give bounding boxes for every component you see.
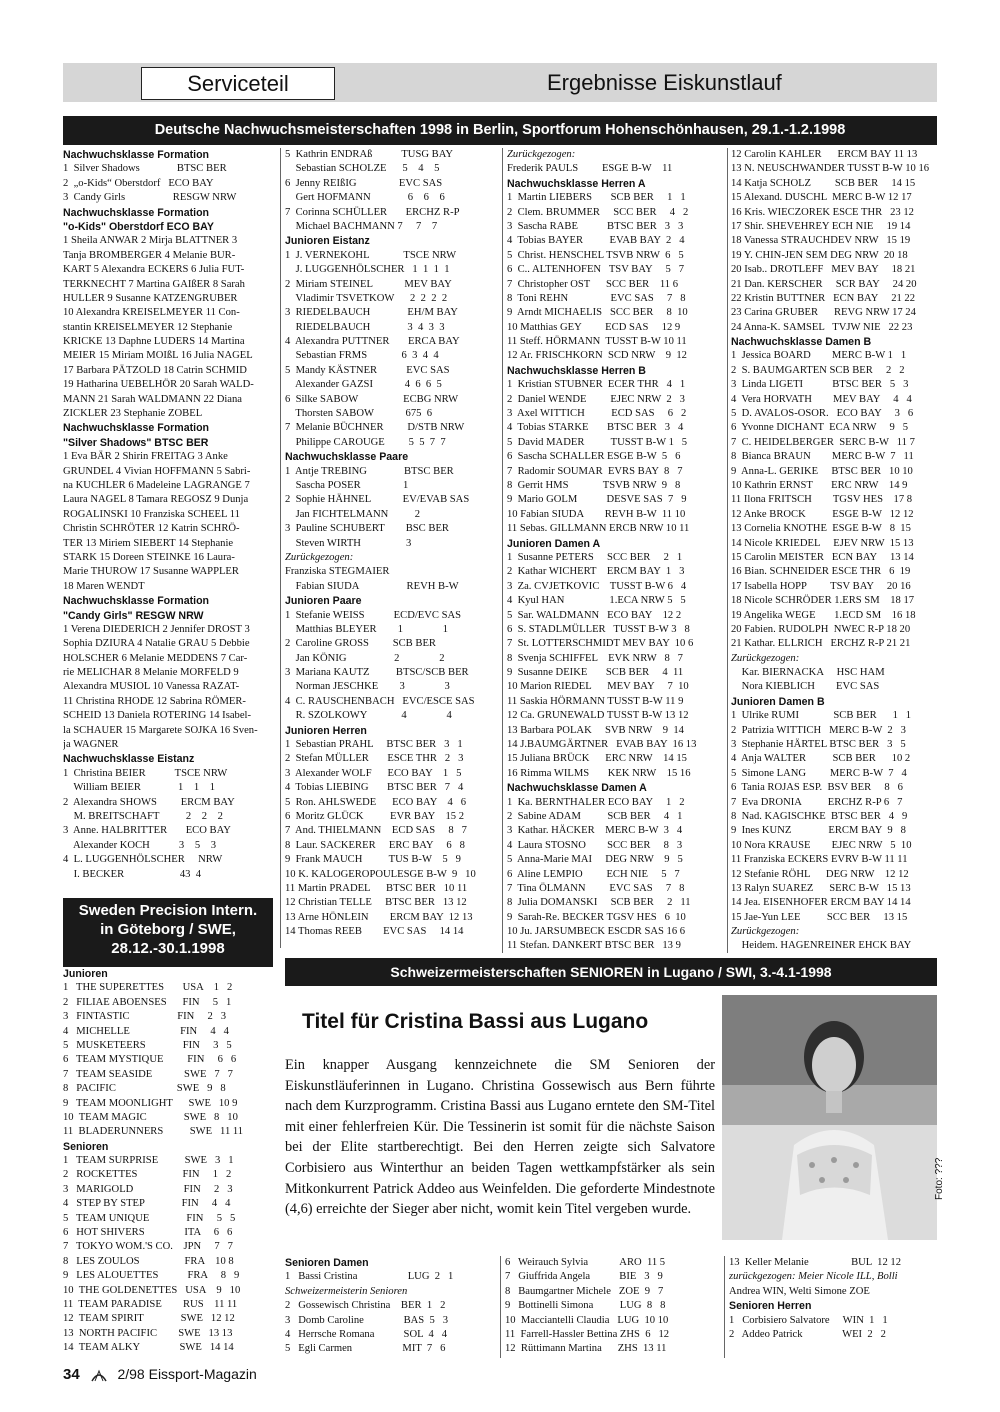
result-line: 13 Barbara POLAK SVB NRW 9 14	[507, 724, 684, 736]
result-line: 1 Corbisiero Salvatore WIN 1 1	[729, 1314, 888, 1326]
result-line: 11 Christina RHODE 12 Sabrina RÖMER-	[63, 695, 246, 707]
result-line: 3 Anne. HALBRITTER ECO BAY	[63, 825, 231, 837]
result-line: 3 Sascha RABE BTSC BER 3 3	[507, 220, 684, 232]
result-line: Franziska STEGMAIER	[285, 566, 390, 578]
result-line: 6 Silke SABOW ECBG NRW	[285, 393, 459, 405]
result-line: 9 Ines KUNZ ERCM BAY 9 8	[731, 825, 906, 837]
result-line: Marie THUROW 17 Susanne WAPPLER	[63, 566, 239, 578]
result-line: Alexandra MUSIOL 10 Vanessa RAZAT-	[63, 681, 240, 693]
result-line: 12 Christian TELLE BTSC BER 13 12	[285, 897, 467, 909]
result-line: 10 TEAM MAGIC SWE 8 10	[63, 1111, 238, 1123]
category-heading: Nachwuchsklasse Paare	[285, 451, 409, 464]
result-line: 5 Simone LANG MERC B-W 7 4	[731, 767, 907, 779]
result-line: 11 Ilona FRITSCH TGSV HES 17 8	[731, 494, 913, 506]
result-line: Sascha POSER 1	[285, 479, 409, 491]
result-line: HOLSCHER 6 Melanie MEDDENS 7 Car-	[63, 652, 248, 664]
result-line: 3 MARIGOLD FIN 2 3	[63, 1183, 233, 1195]
sweden-banner-line: Sweden Precision Intern.	[78, 902, 258, 919]
section-header-band	[63, 63, 937, 102]
result-line: 7 Melanie BÜCHNER D/STB NRW	[285, 422, 465, 434]
result-line: 10 Fabian SIUDA REVH B-W 11 10	[507, 508, 686, 520]
result-line: 8 PACIFIC SWE 9 8	[63, 1083, 226, 1095]
result-line: 8 LES ZOULOS FRA 10 8	[63, 1255, 234, 1267]
category-heading: Junioren	[63, 968, 108, 980]
result-line: 4 Alexandra PUTTNER ERCA BAY	[285, 336, 460, 348]
result-line: MANN 21 Sarah WALDMANN 22 Diana	[63, 393, 242, 405]
result-line: 9 Frank MAUCH TUS B-W 5 9	[285, 854, 461, 866]
result-line: 3 Candy Girls RESGW NRW	[63, 192, 237, 204]
result-line: 6 HOT SHIVERS ITA 6 6	[63, 1227, 233, 1239]
result-line: Heidem. HAGENREINER EHCK BAY	[731, 940, 912, 952]
result-line: 8 Julia DOMANSKI SCB BER 2 11	[507, 897, 691, 909]
result-line: 4 MICHELLE FIN 4 4	[63, 1025, 229, 1037]
result-line: 9 Arndt MICHAELIS SCC BER 8 10	[507, 307, 688, 319]
result-line: 18 Nicole SCHRÖDER 1.ERS SM 18 17	[731, 595, 915, 607]
result-line: 19 Y. CHIN-JEN SEM DEG NRW 20 18	[731, 249, 908, 261]
result-line: 10 K. KALOGEROPOULESGE B-W 9 10	[285, 868, 476, 880]
result-line: 8 Toni REHN EVC SAS 7 8	[507, 292, 686, 304]
result-line: 1 Jessica BOARD MERC B-W 1 1	[731, 350, 907, 362]
result-line: 10 Macciantelli Claudia LUG 10 10	[505, 1314, 669, 1326]
result-line: 15 Juliana BRÜCK ERC NRW 14 15	[507, 753, 687, 765]
result-line: 10 Marion RIEDEL MEV BAY 7 10	[507, 681, 689, 693]
result-line: 10 Matthias GEY ECD SAS 12 9	[507, 321, 681, 333]
photo-credit: Foto: ???	[934, 1157, 945, 1200]
result-line: Andrea WIN, Welti Simone ZOE	[729, 1285, 870, 1297]
result-line: 6 C.. ALTENHOFEN TSV BAY 5 7	[507, 264, 685, 276]
result-line: 9 Anna-L. GERIKE BTSC BER 10 10	[731, 465, 913, 477]
result-line: 12 Stefanie RÖHL DEG NRW 12 12	[731, 868, 909, 880]
result-line: 1 Sheila ANWAR 2 Mirja BLATTNER 3	[63, 235, 238, 247]
result-line: Schweizermeisterin Senioren	[285, 1285, 408, 1297]
result-line: 6 Jenny REIßIG EVC SAS	[285, 177, 443, 189]
result-line: KART 5 Alexandra ECKERS 6 Julia FUT-	[63, 264, 245, 276]
page-number: 34	[63, 1366, 80, 1383]
category-heading: Junioren Herren	[285, 724, 367, 737]
category-heading: "o-Kids" Oberstdorf ECO BAY	[63, 220, 214, 233]
category-heading: Nachwuchsklasse Formation	[63, 206, 210, 219]
results-column-2	[285, 148, 497, 939]
result-line: 11 Martin PRADEL BTSC BER 10 11	[285, 882, 468, 894]
result-line: 11 Farrell-Hassler Bettina ZHS 6 12	[505, 1328, 670, 1340]
result-line: 2 Sabine ADAM SCB BER 4 1	[507, 810, 683, 822]
result-line: Jan KÖNIG 2 2	[285, 652, 445, 664]
category-heading: Senioren Damen	[285, 1257, 369, 1269]
result-line: Philippe CAROUGE 5 5 7 7	[285, 436, 446, 448]
result-line: Sebastian FRMS 6 3 4 4	[285, 350, 439, 362]
result-line: 8 Bianca BRAUN MERC B-W 7 11	[731, 451, 914, 463]
category-heading: "Candy Girls" RESGW NRW	[63, 609, 204, 622]
result-line: 6 Aline LEMPIO ECH NIE 5 7	[507, 868, 680, 880]
swiss-results-column-2	[505, 1256, 720, 1357]
result-line: 13 Keller Melanie BUL 12 12	[729, 1257, 902, 1268]
result-line: 4 Tobias BAYER EVAB BAY 2 4	[507, 235, 685, 247]
result-line: 13 Ralyn SUAREZ SERC B-W 15 13	[731, 882, 911, 894]
result-line: STARK 15 Doreen STEINKE 16 Laura-	[63, 551, 235, 563]
result-line: 2 Miriam STEINEL MEV BAY	[285, 278, 452, 290]
result-line: 14 TEAM ALKY SWE 14 14	[63, 1342, 234, 1354]
skater-photo-image	[722, 995, 937, 1240]
result-line: 21 Kathar. ELLRICH ERCHZ R-P 21 21	[731, 638, 911, 650]
result-line: 7 Corinna SCHÜLLER ERCHZ R-P	[285, 206, 460, 218]
result-line: 9 Sarah-Re. BECKER TGSV HES 6 10	[507, 911, 686, 923]
category-heading: Nachwuchsklasse Herren B	[507, 364, 646, 377]
result-line: 8 Svenja SCHIFFEL EVK NRW 8 7	[507, 652, 683, 664]
result-line: R. SZOLKOWY 4 4	[285, 710, 452, 722]
result-line: 12 Rüttimann Martina ZHS 13 11	[505, 1343, 667, 1355]
result-line: 1 TEAM SURPRISE SWE 3 1	[63, 1155, 234, 1167]
result-line: 11 BLADERUNNERS SWE 11 11	[63, 1126, 244, 1138]
result-line: 2 FILIAE ABOENSES FIN 5 1	[63, 996, 232, 1008]
result-line: J. LUGGENHÖLSCHER 1 1 1 1	[285, 264, 450, 276]
result-line: 7 Tina ÖLMANN EVC SAS 7 8	[507, 882, 685, 894]
result-line: Zurückgezogen:	[285, 551, 354, 563]
sweden-banner	[63, 898, 273, 967]
column-divider	[724, 1256, 725, 1358]
category-heading: Junioren Damen A	[507, 537, 601, 550]
result-line: Frederik PAULS ESGE B-W 11	[507, 163, 673, 175]
result-line: 16 Kris. WIECZOREK ESCE THR 23 12	[731, 206, 914, 218]
result-line: 4 Vera HORVATH MEV BAY 4 4	[731, 393, 912, 405]
result-line: 19 Angelika WEGE 1.ECD SM 16 18	[731, 609, 916, 621]
result-line: 4 C. RAUSCHENBACH EVC/ESCE SAS	[285, 695, 475, 707]
result-line: 3 Linda LIGETI BTSC BER 5 3	[731, 379, 909, 391]
result-line: 17 Barbara PÄTZOLD 18 Catrin SCHMID	[63, 364, 247, 376]
result-line: 12 Ca. GRUNEWALD TUSST B-W 13 12	[507, 710, 689, 722]
category-heading: Nachwuchsklasse Herren A	[507, 177, 646, 190]
category-heading: Nachwuchsklasse Damen B	[731, 336, 872, 349]
result-line: Alexander KOCH 3 5 3	[63, 839, 217, 851]
result-line: 3 Axel WITTICH ECD SAS 6 2	[507, 408, 687, 420]
result-line: 1 Sebastian PRAHL BTSC BER 3 1	[285, 739, 463, 751]
result-line: 3 Stephanie HÄRTEL BTSC BER 3 5	[731, 739, 906, 751]
result-line: RIEDELBAUCH 3 4 3 3	[285, 321, 445, 333]
result-line: 6 Sascha SCHALLER ESGE B-W 5 6	[507, 451, 681, 463]
result-line: 5 Egli Carmen MIT 7 6	[285, 1343, 446, 1355]
article-headline: Titel für Cristina Bassi aus Lugano	[302, 1010, 649, 1033]
result-line: 22 Kristin BUTTNER ECN BAY 21 22	[731, 292, 916, 304]
result-line: 2 S. BAUMGARTEN SCB BER 2 2	[731, 364, 905, 376]
page-footer	[63, 1366, 257, 1383]
category-heading: Junioren Damen B	[731, 695, 825, 708]
result-line: Steven WIRTH 3	[285, 537, 412, 549]
result-line: 20 Isab.. DROTLEFF MEV BAY 18 21	[731, 264, 916, 276]
swiss-results-column-3	[729, 1256, 939, 1342]
result-line: 21 Dan. KERSCHER SCR BAY 24 20	[731, 278, 917, 290]
result-line: 5 TEAM UNIQUE FIN 5 5	[63, 1212, 236, 1224]
result-line: 11 Sebas. GILLMANN ERCB NRW 10 11	[507, 523, 690, 535]
main-banner: Deutsche Nachwuchsmeisterschaften 1998 in Berlin, Sportforum Hohenschönhausen, 29.1.-1.2.1998	[63, 116, 937, 145]
result-line: 7 C. HEIDELBERGER SERC B-W 11 7	[731, 436, 915, 448]
result-line: 10 THE GOLDENETTES USA 9 10	[63, 1284, 241, 1296]
result-line: Alexander GAZSI 4 6 6 5	[285, 379, 442, 391]
result-line: 1 Stefanie WEISS ECD/EVC SAS	[285, 609, 462, 621]
result-line: 18 Maren WENDT	[63, 580, 145, 592]
result-line: 14 Katja SCHOLZ SCB BER 14 15	[731, 177, 916, 189]
result-line: 4 Tobias STARKE BTSC BER 3 4	[507, 422, 684, 434]
result-line: 13 Arne HÖNLEIN ERCM BAY 12 13	[285, 911, 473, 923]
result-line: rie MELICHAR 8 Melanie MORFELD 9	[63, 667, 239, 679]
result-line: 3 Alexander WOLF ECO BAY 1 5	[285, 767, 462, 779]
category-heading: Nachwuchsklasse Formation	[63, 422, 210, 435]
result-line: Zurückgezogen:	[731, 926, 800, 938]
sweden-banner-line: 28.12.-30.1.1998	[111, 940, 225, 957]
result-line: la SCHAUER 15 Margarete SOJKA 16 Sven-	[63, 724, 258, 736]
result-line: 8 Laur. SACKERER ERC BAY 6 8	[285, 839, 465, 851]
category-heading: "Silver Shadows" BTSC BER	[63, 436, 209, 449]
result-line: 13 NORTH PACIFIC SWE 13 13	[63, 1327, 233, 1339]
result-line: zurückgezogen: Meier Nicole ILL, Bolli	[729, 1271, 898, 1283]
result-line: Nora KIEBLICH EVC SAS	[731, 681, 880, 693]
result-line: Thorsten SABOW 675 6	[285, 408, 433, 420]
result-line: 8 Gerrit HMS TSVB NRW 9 8	[507, 479, 681, 491]
result-line: 12 Anke BROCK ESGE B-W 12 12	[731, 508, 914, 520]
result-line: 9 Mario GOLM DESVE SAS 7 9	[507, 494, 687, 506]
result-line: 11 Franziska ECKERS EVRV B-W 11 11	[731, 854, 908, 866]
result-line: 2 Gossewisch Christina BER 1 2	[285, 1300, 446, 1312]
result-line: 1 Susanne PETERS SCC BER 2 1	[507, 551, 683, 563]
result-line: 5 Anna-Marie MAI DEG NRW 9 5	[507, 854, 683, 866]
result-line: 1 Ka. BERNTHALER ECO BAY 1 2	[507, 796, 685, 808]
category-heading: Nachwuchsklasse Formation	[63, 149, 210, 161]
result-line: Zurückgezogen:	[731, 652, 800, 664]
result-line: 3 Mariana KAUTZ BTSC/SCB BER	[285, 667, 469, 679]
results-column-3	[507, 148, 722, 954]
magazine-logo-icon	[90, 1367, 108, 1383]
result-line: 2 Stefan MÜLLER ESCE THR 2 3	[285, 753, 464, 765]
result-line: 19 Hatharina UEBELHÖR 20 Sarah WALD-	[63, 379, 254, 391]
result-line: 4 Laura STOSNO SCC BER 8 3	[507, 839, 683, 851]
result-line: 10 Alexandra KREISELMEYER 11 Con-	[63, 307, 240, 319]
result-line: 5 D. AVALOS-OSOR. ECO BAY 3 6	[731, 408, 914, 420]
result-line: 2 Patrizia WITTICH MERC B-W 2 3	[731, 724, 906, 736]
results-column-4	[731, 148, 941, 954]
result-line: TERKNECHT 7 Martina GAIßER 8 Sarah	[63, 278, 245, 290]
result-line: 5 Kathrin ENDRAß TUSG BAY	[285, 149, 454, 160]
result-line: na KUCHLER 6 Madeleine LAGRANGE 7	[63, 479, 250, 491]
result-line: 2 Sophie HÄHNEL EV/EVAB SAS	[285, 494, 470, 506]
result-line: 2 Clem. BRUMMER SCC BER 4 2	[507, 206, 689, 218]
result-line: 5 Sar. WALDMANN ECO BAY 12 2	[507, 609, 682, 621]
result-line: 18 Vanessa STRAUCHDEV NRW 15 19	[731, 235, 911, 247]
results-column-1	[63, 148, 275, 882]
result-line: 9 Bottinelli Simona LUG 8 8	[505, 1300, 666, 1312]
result-line: 7 Radomir SOUMAR EVRS BAY 8 7	[507, 465, 683, 477]
result-line: 7 Eva DRONIA ERCHZ R-P 6 7	[731, 796, 903, 808]
result-line: 10 Kathrin ERNST ERC NRW 14 9	[731, 479, 908, 491]
result-line: 10 Ju. JARSUMBECK ESCDR SAS 16 6	[507, 926, 686, 938]
result-line: 6 Moritz GLÜCK EVR BAY 15 2	[285, 810, 465, 822]
sweden-banner-line: in Göteborg / SWE,	[100, 921, 236, 938]
result-line: 4 Kyul HAN 1.ECA NRW 5 5	[507, 595, 686, 607]
result-line: 17 Shir. SHEVEHREY ECH NIE 19 14	[731, 220, 911, 232]
result-line: 4 Herrsche Romana SOL 4 4	[285, 1328, 448, 1340]
result-line: GRUNDEL 4 Vivian HOFFMANN 5 Sabri-	[63, 465, 251, 477]
result-line: Vladimir TSVETKOW 2 2 2 2	[285, 292, 448, 304]
result-line: Sebastian SCHOLZE 5 4 5	[285, 163, 440, 175]
section-label: Serviceteil	[141, 67, 335, 100]
result-line: 2 Addeo Patrick WEI 2 2	[729, 1328, 886, 1340]
result-line: 20 Fabien. RUDOLPH NWEC R-P 18 20	[731, 623, 911, 635]
result-line: 5 Ron. AHLSWEDE ECO BAY 4 6	[285, 796, 467, 808]
result-line: 1 THE SUPERETTES USA 1 2	[63, 982, 233, 994]
result-line: 2 ROCKETTES FIN 1 2	[63, 1169, 232, 1181]
result-line: Kar. BIERNACKA HSC HAM	[731, 667, 885, 679]
result-line: KRICKE 13 Daphne LUDERS 14 Martina	[63, 336, 245, 348]
result-line: I. BECKER 43 4	[63, 868, 202, 880]
result-line: 3 Kathar. HÄCKER MERC B-W 3 4	[507, 825, 683, 837]
result-line: Laura NAGEL 8 Tamara REGOSZ 9 Dunja	[63, 494, 249, 506]
result-line: 8 Baumgartner Michele ZOE 9 7	[505, 1285, 664, 1297]
page-title: Ergebnisse Eiskunstlauf	[547, 70, 782, 95]
result-line: 4 Anja WALTER SCB BER 10 2	[731, 753, 911, 765]
result-line: 15 Carolin MEISTER ECN BAY 13 14	[731, 551, 914, 563]
result-line: 2 Alexandra SHOWS ERCM BAY	[63, 796, 235, 808]
result-line: Sophia DZIURA 4 Natalie GRAU 5 Debbie	[63, 638, 250, 650]
sweden-results-column	[63, 967, 275, 1356]
category-heading: Nachwuchsklasse Damen A	[507, 782, 647, 795]
result-line: Tanja BROMBERGER 4 Melanie BUR-	[63, 249, 236, 261]
result-line: 7 St. LOTTERSCHMIDT MEV BAY 10 6	[507, 638, 694, 650]
result-line: 8 Nad. KAGISCHKE BTSC BER 4 9	[731, 810, 908, 822]
result-line: 1 J. VERNEKOHL TSCE NRW	[285, 249, 457, 261]
category-heading: Junioren Eistanz	[285, 235, 370, 248]
result-line: William BEIER 1 1 1	[63, 782, 216, 794]
result-line: 7 And. THIELMANN ECD SAS 8 7	[285, 825, 467, 837]
issue-label: 2/98 Eissport-Magazin	[117, 1366, 257, 1382]
swiss-results-column-1	[285, 1256, 495, 1357]
category-heading: Nachwuchsklasse Formation	[63, 595, 210, 608]
result-line: 4 STEP BY STEP FIN 4 4	[63, 1198, 231, 1210]
result-line: 11 Stefan. DANKERT BTSC BER 13 9	[507, 940, 681, 952]
result-line: 5 MUSKETEERS FIN 3 5	[63, 1039, 232, 1051]
result-line: 1 Antje TREBING BTSC BER	[285, 465, 454, 477]
result-line: Gert HOFMANN 6 6 6	[285, 192, 445, 204]
result-line: 1 Eva BÄR 2 Shirin FREITAG 3 Anke	[63, 451, 228, 463]
result-line: Jan FICHTELMANN 2	[285, 508, 421, 520]
result-line: 14 Nicole KRIEDEL EJEV NRW 15 13	[731, 537, 914, 549]
result-line: TER 13 Miriem SIEBERT 14 Stephanie	[63, 537, 234, 549]
result-line: 1 Martin LIEBERS SCB BER 1 1	[507, 192, 686, 204]
result-line: 3 Za. CVJETKOVIC TUSST B-W 6 4	[507, 580, 687, 592]
result-line: 6 TEAM MYSTIQUE FIN 6 6	[63, 1054, 237, 1066]
result-line: 3 Domb Caroline BAS 5 3	[285, 1314, 449, 1326]
result-line: M. BREITSCHAFT 2 2 2	[63, 810, 223, 822]
result-line: 23 Carina GRUBER REVG NRW 17 24	[731, 307, 916, 319]
category-heading: Junioren Paare	[285, 595, 362, 608]
result-line: 9 Susanne DEIKE SCB BER 4 11	[507, 667, 684, 679]
swiss-banner: Schweizermeisterschaften SENIOREN in Lugano / SWI, 3.-4.1-1998	[285, 958, 937, 986]
result-line: MEIER 15 Miriam MOIßL 16 Julia NAGEL	[63, 350, 253, 362]
result-line: 5 Mandy KÄSTNER EVC SAS	[285, 364, 450, 376]
result-line: 16 Rimma WILMS KEK NRW 15 16	[507, 767, 691, 779]
result-line: 14 Thomas REEB EVC SAS 14 14	[285, 926, 464, 938]
result-line: 7 TEAM SEASIDE SWE 7 7	[63, 1068, 233, 1080]
result-line: HULLER 9 Susanne KATZENGRUBER	[63, 292, 238, 304]
result-line: 9 LES ALOUETTES FRA 8 9	[63, 1270, 240, 1282]
result-line: 4 Tobias LIEBING BTSC BER 7 4	[285, 782, 464, 794]
result-line: 13 Cornelia KNOTHE ESGE B-W 8 15	[731, 523, 911, 535]
result-line: 3 Pauline SCHUBERT BSC BER	[285, 523, 449, 535]
skater-photo	[722, 995, 937, 1240]
result-line: Michael BACHMANN 7 7 7	[285, 220, 438, 232]
column-divider	[502, 148, 503, 953]
result-line: 1 Verena DIEDERICH 2 Jennifer DROST 3	[63, 623, 250, 635]
result-line: 1 Christina BEIER TSCE NRW	[63, 767, 228, 779]
result-line: 14 J.BAUMGÄRTNER EVAB BAY 16 13	[507, 739, 697, 751]
result-line: 11 Steff. HÖRMANN TUSST B-W 10 11	[507, 336, 687, 348]
result-line: 5 Christ. HENSCHEL TSVB NRW 6 5	[507, 249, 684, 261]
result-line: 3 FINTASTIC FIN 2 3	[63, 1011, 227, 1023]
result-line: 24 Anna-K. SAMSEL TVJW NIE 22 23	[731, 321, 913, 333]
category-heading: Senioren	[63, 1140, 109, 1153]
result-line: 11 TEAM PARADISE RUS 11 11	[63, 1298, 238, 1310]
result-line: 7 Christopher OST SCC BER 11 6	[507, 278, 678, 290]
result-line: 6 Yvonne DICHANT ECA NRW 9 5	[731, 422, 909, 434]
result-line: 1 Kristian STUBNER ECER THR 4 1	[507, 379, 686, 391]
result-line: 15 Alexand. DUSCHL MERC B-W 12 17	[731, 192, 912, 204]
result-line: SCHEID 13 Daniela ROTERING 14 Isabel-	[63, 710, 252, 722]
result-line: 10 Nora KRAUSE EJEC NRW 5 10	[731, 839, 912, 851]
result-line: 6 Weirauch Sylvia ARO 11 5	[505, 1257, 666, 1268]
result-line: 11 Saskia HÖRMANN TUSST B-W 11 9	[507, 695, 684, 707]
result-line: 5 David MADER TUSST B-W 1 5	[507, 436, 688, 448]
result-line: ZICKLER 23 Stephanie ZOBEL	[63, 408, 203, 420]
result-line: 12 Ar. FRISCHKORN SCD NRW 9 12	[507, 350, 687, 362]
result-line: ROGALINSKI 10 Franziska SCHEEL 11	[63, 508, 240, 520]
article-body: Ein knapper Ausgang kennzeichnete die SM Senioren der Eiskunstläuferinnen in Lugano. Christina Gossewisch aus Bern führte nach dem Kurzprogramm. Cristina Bassi aus Lugano erntete den SM-Titel mit einer fehlerfreien Kür. Die Tessinerin ist somit für die nächste Saison bei der Elite startberechtigt. Bei den Herren zeigte sich Salvatore Corbisiero aus Winterthur an beiden Tagen wettkampfstärker als sein Mitkonkurrent Patrick Addeo aus Weinfelden. Die geforderte Mindestnote (4,6) erreichte der Sieger aber nicht, womit kein Titel vergeben wurde.	[285, 1057, 715, 1218]
result-line: 12 Carolin KAHLER ERCM BAY 11 13	[731, 149, 918, 160]
result-line: Zurückgezogen:	[507, 149, 576, 160]
result-line: 1 Ulrike RUMI SCB BER 1 1	[731, 710, 912, 722]
result-line: 7 Giuffrida Angela BIE 3 9	[505, 1271, 663, 1283]
category-heading: Nachwuchsklasse Eistanz	[63, 753, 195, 766]
result-line: 3 RIEDELBAUCH EH/M BAY	[285, 307, 458, 319]
result-line: 6 S. STADLMÜLLER TUSST B-W 3 8	[507, 623, 690, 635]
result-line: 1 Silver Shadows BTSC BER	[63, 163, 227, 175]
result-line: 9 TEAM MOONLIGHT SWE 10 9	[63, 1097, 238, 1109]
result-line: 1 Bassi Cristina LUG 2 1	[285, 1271, 454, 1283]
result-line: 2 Caroline GROSS SCB BER	[285, 638, 436, 650]
column-divider	[727, 148, 728, 953]
category-heading: Senioren Herren	[729, 1300, 812, 1313]
result-line: ja WAGNER	[63, 739, 119, 751]
result-line: Fabian SIUDA REVH B-W	[285, 580, 459, 592]
result-line: 2 Kathar WICHERT ERCM BAY 1 3	[507, 566, 685, 578]
result-line: 12 TEAM SPIRIT SWE 12 12	[63, 1313, 235, 1325]
result-line: 4 L. LUGGENHÖLSCHER NRW	[63, 854, 223, 866]
result-line: Christin SCHRÖTER 12 Katrin SCHRÖ-	[63, 523, 240, 535]
column-divider	[280, 148, 281, 948]
result-line: 7 TOKYO WOM.'S CO. JPN 7 7	[63, 1241, 233, 1253]
result-line: 14 Jea. EISENHOFER ERCM BAY 14 14	[731, 897, 911, 909]
result-line: 15 Jae-Yun LEE SCC BER 13 15	[731, 911, 908, 923]
result-line: 17 Isabella HOPP TSV BAY 20 16	[731, 580, 911, 592]
result-line: 6 Tania ROJAS ESP. BSV BER 8 6	[731, 782, 903, 794]
result-line: 2 Daniel WENDE EJEC NRW 2 3	[507, 393, 685, 405]
column-divider	[500, 1256, 501, 1358]
result-line: Matthias BLEYER 1 1	[285, 623, 449, 635]
result-line: 13 N. NEUSCHWANDER TUSST B-W 10 16	[731, 163, 930, 175]
result-line: stantin KREISELMEYER 12 Stephanie	[63, 321, 233, 333]
result-line: Norman JESCHKE 3 3	[285, 681, 450, 693]
result-line: 2 „o-Kids“ Oberstdorf ECO BAY	[63, 177, 214, 189]
result-line: 16 Bian. SCHNEIDER ESCE THR 6 19	[731, 566, 911, 578]
